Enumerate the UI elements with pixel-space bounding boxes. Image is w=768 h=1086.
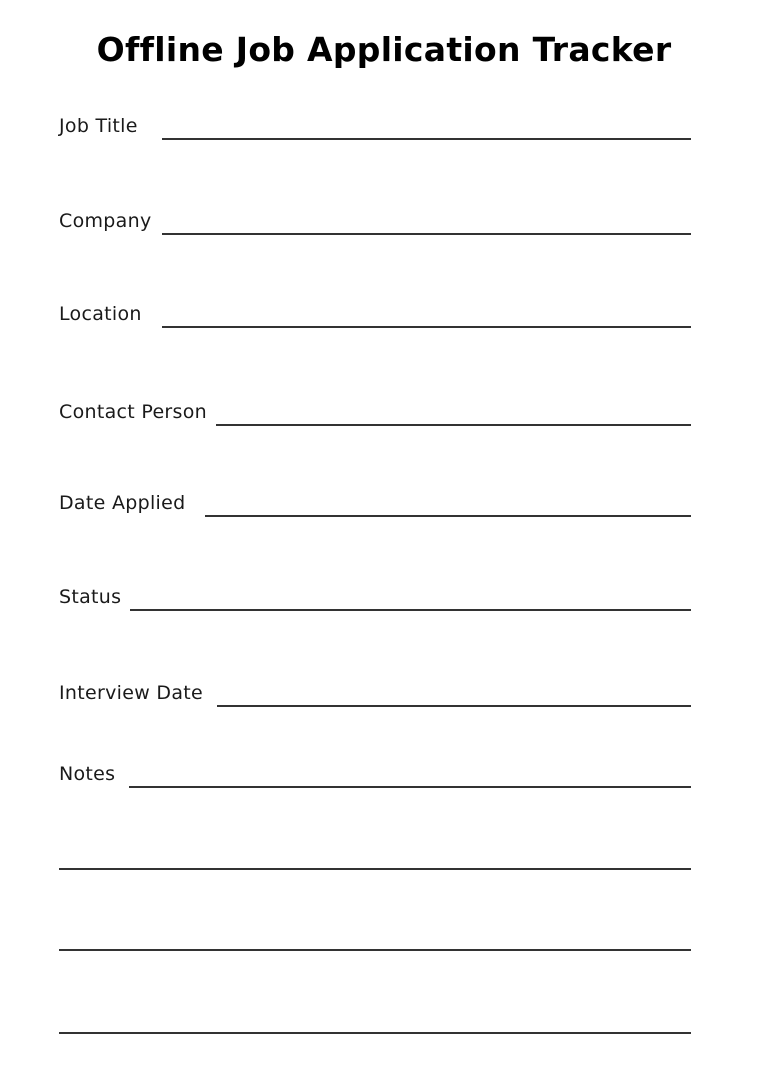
notes-field[interactable] xyxy=(59,760,691,788)
location-label: Location xyxy=(59,303,142,325)
notes-label: Notes xyxy=(59,763,116,785)
interview-date-label: Interview Date xyxy=(59,682,204,704)
date-applied-field[interactable] xyxy=(59,489,691,517)
company-label: Company xyxy=(59,210,152,232)
notes-line-3[interactable] xyxy=(59,949,691,951)
status-line[interactable] xyxy=(130,609,691,611)
job-title-line[interactable] xyxy=(162,138,691,140)
location-field[interactable] xyxy=(59,300,691,328)
job-title-field[interactable] xyxy=(59,112,691,140)
job-title-label: Job Title xyxy=(59,115,138,137)
date-applied-label: Date Applied xyxy=(59,492,186,514)
notes-line[interactable] xyxy=(129,786,691,788)
location-line[interactable] xyxy=(162,326,691,328)
date-applied-line[interactable] xyxy=(205,515,691,517)
status-field[interactable] xyxy=(59,583,691,611)
interview-date-line[interactable] xyxy=(217,705,691,707)
contact-person-line[interactable] xyxy=(216,424,691,426)
status-label: Status xyxy=(59,586,122,608)
company-field[interactable] xyxy=(59,207,691,235)
contact-person-label: Contact Person xyxy=(59,401,208,423)
page-title: Offline Job Application Tracker xyxy=(96,30,672,69)
notes-line-2[interactable] xyxy=(59,868,691,870)
notes-line-4[interactable] xyxy=(59,1032,691,1034)
contact-person-field[interactable] xyxy=(59,398,691,426)
company-line[interactable] xyxy=(162,233,692,235)
interview-date-field[interactable] xyxy=(59,679,691,707)
